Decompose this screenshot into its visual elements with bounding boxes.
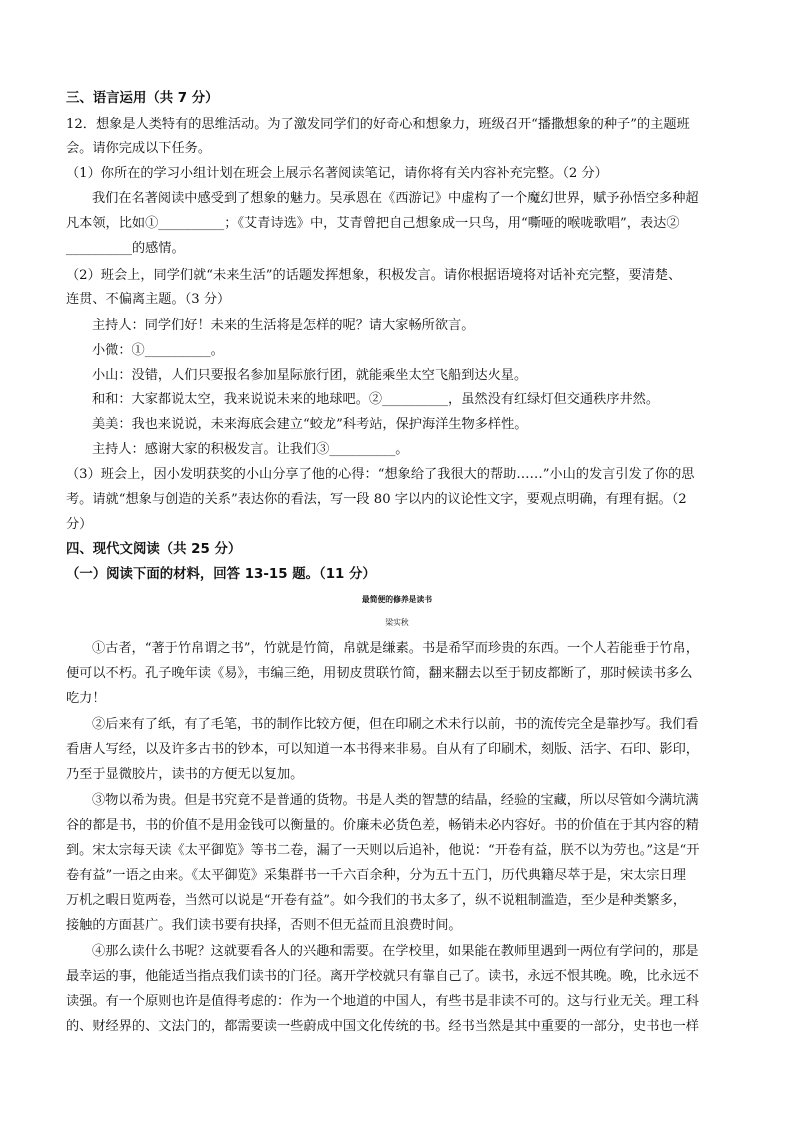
text-line: 连贯、不偏离主题。（3 分） [66,292,231,307]
paragraph-line: ④那么读什么书呢？这就要看各人的兴趣和需要。在学校里，如果能在教师里遇到一两位有学问的，那是 [92,944,699,959]
text-line: 凡本领，比如①__________；《艾青诗选》中，艾青曾把自己想象成一只鸟，用“嘶哑的喉咙歌唱”，表达② [66,216,680,231]
text-line: 会。请你完成以下任务。 [66,141,212,156]
paragraph-line: 到。宋太宗每天读《太平御览》等书二卷，漏了一天则以后追补，他说：“开卷有益，朕不以为劳也。”这是“开 [66,843,700,858]
section-heading-reading: 四、现代文阅读（共 25 分） [66,542,242,557]
subquestion-3: （3）班会上，因小发明获奖的小山分享了他的心得：“想象给了我很大的帮助……”小山的发言引发了你的思 [66,467,695,482]
paragraph-line: 最幸运的事，他能适当指点我们读书的门径。离开学校就只有靠自己了。读书，永远不恨其晚。晚，比永远不 [66,969,699,984]
paragraph-line: 吃力！ [66,691,106,706]
article-author: 梁实秋 [385,618,409,627]
article-title: 最简便的修养是读书 [361,595,433,604]
paragraph-line: 接触的方面甚广。我们读书要有抉择，否则不但无益而且浪费时间。 [66,918,462,933]
paragraph-line: ①古者，“著于竹帛谓之书”，竹就是竹简，帛就是缣素。书是希罕而珍贵的东西。一个人若能垂于竹帛， [92,641,699,656]
paragraph-line: 看唐人写经，以及许多古书的钞本，可以知道一本书得来非易。自从有了印刷术，刻版、活字、石印、影印， [66,742,699,757]
text-line: __________的感情。 [66,241,185,256]
subquestion-1: （1）你所在的学习小组计划在班会上展示名著阅读笔记，请你将有关内容补充完整。（2 分） [66,166,608,181]
reading-instruction: （一）阅读下面的材料，回答 13-15 题。（11 分） [66,567,376,582]
question-12-intro: 12．想象是人类特有的思维活动。为了激发同学们的好奇心和想象力，班级召开“播撒想象的种子”的主题班 [66,117,690,132]
subquestion-2: （2）班会上，同学们就“未来生活”的话题发挥想象，积极发言。请你根据语境将对话补充完整，要清楚、 [66,268,682,283]
text-line: 考。请就“想象与创造的关系”表达你的看法，写一段 80 字以内的议论性文字，要观点明确，有理有据。（2 [66,492,687,507]
paragraph-line: 卷有益”一语之由来。《太平御览》采集群书一千六百余种，分为五十五门，历代典籍尽萃于是，宋太宗日理 [66,868,686,883]
paragraph-line: 乃至于显微胶片，读书的方便无以复加。 [66,767,304,782]
paragraph-line: 万机之暇日览两卷，当然可以说是“开卷有益”。如今我们的书太多了，纵不说粗制滥造，至少是种类繁多， [66,893,687,908]
dialogue-line: 主持人：感谢大家的积极发言。让我们③__________。 [92,442,409,457]
paragraph-line: 谷的都是书，书的价值不是用金钱可以衡量的。价廉未必货色差，畅销未必内容好。书的价值在于其内容的精 [66,818,699,833]
dialogue-line: 小微：①__________。 [92,343,224,358]
dialogue-line: 美美：我也来说说，未来海底会建立“蛟龙”科考站，保护海洋生物多样性。 [92,417,528,432]
dialogue-line: 小山：没错，人们只要报名参加星际旅行团，就能乘坐太空飞船到达火星。 [92,368,528,383]
text-line: 我们在名著阅读中感受到了想象的魅力。吴承恩在《西游记》中虚构了一个魔幻世界，赋予孙悟空多种超 [92,191,699,206]
paragraph-line: 便可以不朽。孔子晚年读《易》，韦编三绝，用韧皮贯联竹简，翻来翻去以至于韧皮都断了，那时候读书多么 [66,666,693,681]
paragraph-line: ③物以希为贵。但是书究竟不是普通的货物。书是人类的智慧的结晶，经验的宝藏，所以尽管如今满坑满 [92,793,699,808]
dialogue-line: 主持人：同学们好！未来的生活将是怎样的呢？请大家畅所欲言。 [92,318,475,333]
paragraph-line: 读强。有一个原则也许是值得考虑的：作为一个地道的中国人，有些书是非读不可的。这与行业无关。理工科 [66,994,699,1009]
paragraph-line: 的、财经界的、文法门的，都需要读一些蔚成中国文化传统的书。经书当然是其中重要的一部分，史书也一样 [66,1019,699,1034]
dialogue-line: 和和：大家都说太空，我来说说未来的地球吧。②__________，虽然没有红绿灯但交通秩序井然。 [92,392,660,407]
paragraph-line: ②后来有了纸，有了毛笔，书的制作比较方便，但在印刷之术未行以前，书的流传完全是靠抄写。我们看 [92,717,699,732]
section-heading-language: 三、语言运用（共 7 分） [66,91,219,106]
text-line: 分） [66,517,93,532]
